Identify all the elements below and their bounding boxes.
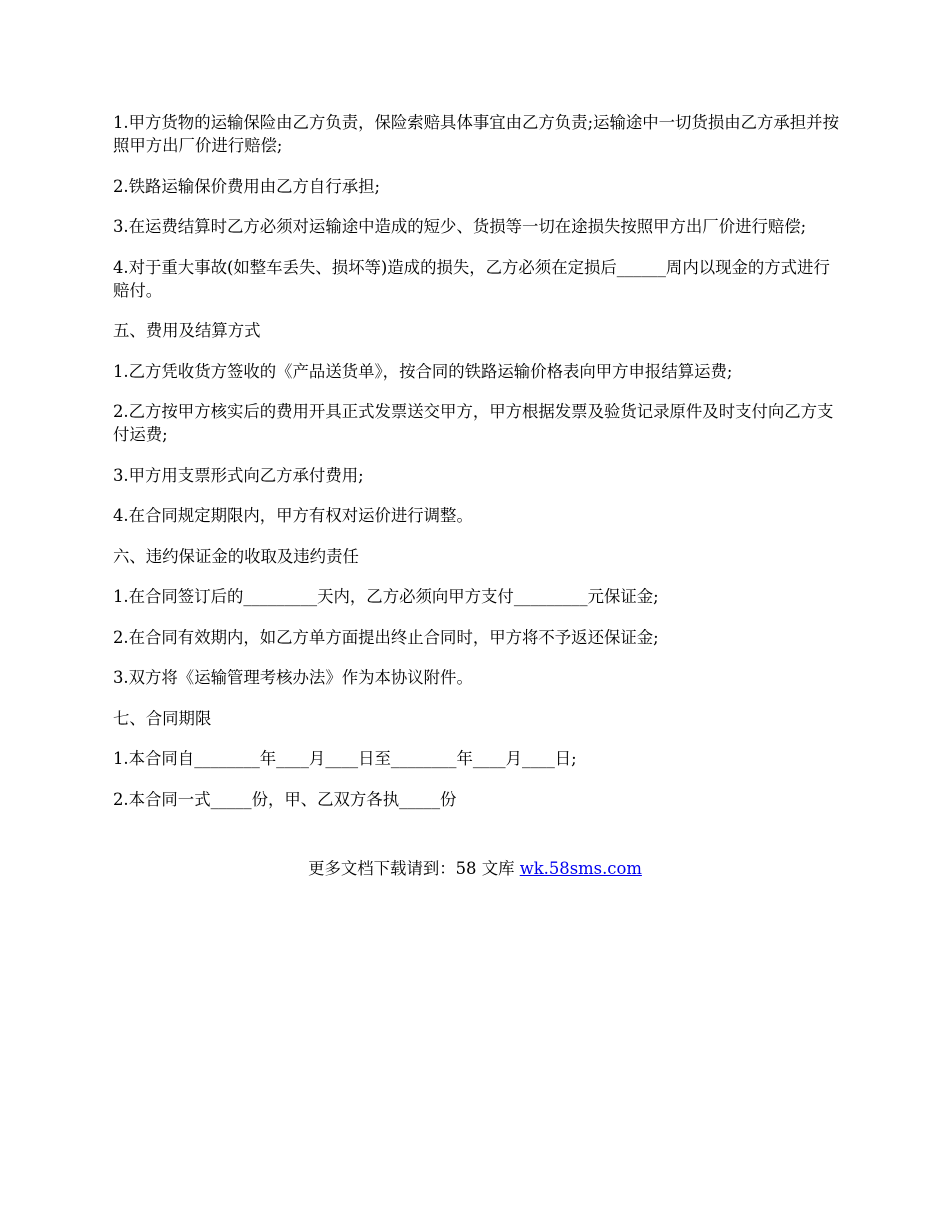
clause-5-4: 4.在合同规定期限内，甲方有权对运价进行调整。 (113, 506, 473, 525)
clause-5-3: 3.甲方用支票形式向乙方承付费用; (113, 465, 364, 485)
clause-6-3: 3.双方将《运输管理考核办法》作为本协议附件。 (113, 668, 473, 687)
clause-5-1: 1.乙方凭收货方签收的《产品送货单》，按合同的铁路运输价格表向甲方申报结算运费; (113, 361, 733, 381)
clause-4-2: 2.铁路运输保价费用由乙方自行承担; (113, 176, 381, 196)
clause-6-1: 1.在合同签订后的_________天内，乙方必须向甲方支付_________元保证金; (113, 587, 659, 606)
section-heading-5: 五、费用及结算方式 (113, 321, 261, 340)
clause-4-1: 1.甲方货物的运输保险由乙方负责，保险索赔具体事宜由乙方负责;运输途中一切货损由乙方承担并按照甲方出厂价进行赔偿; (113, 113, 839, 155)
section-heading-6: 六、违约保证金的收取及违约责任 (113, 546, 359, 566)
clause-4-4: 4.对于重大事故(如整车丢失、损坏等)造成的损失，乙方必须在定损后______周内以现金的方式进行赔付。 (113, 257, 830, 300)
section-heading-7: 七、合同期限 (113, 708, 212, 728)
clause-6-2: 2.在合同有效期内，如乙方单方面提出终止合同时，甲方将不予返还保证金; (113, 627, 659, 647)
clause-4-3: 3.在运费结算时乙方必须对运输途中造成的短少、货损等一切在途损失按照甲方出厂价进行赔偿; (113, 217, 807, 236)
footer-prefix-text: 更多文档下载请到：58 文库 (308, 859, 520, 878)
footer-site-link[interactable]: wk.58sms.com (519, 859, 642, 878)
clause-5-2: 2.乙方按甲方核实后的费用开具正式发票送交甲方，甲方根据发票及验货记录原件及时支付向乙方支付运费; (113, 402, 834, 444)
document-body (113, 111, 843, 828)
clause-7-1: 1.本合同自________年____月____日至________年____月____日; (113, 749, 577, 768)
download-footer (0, 857, 950, 880)
clause-7-2: 2.本合同一式_____份，甲、乙双方各执_____份 (113, 789, 457, 809)
